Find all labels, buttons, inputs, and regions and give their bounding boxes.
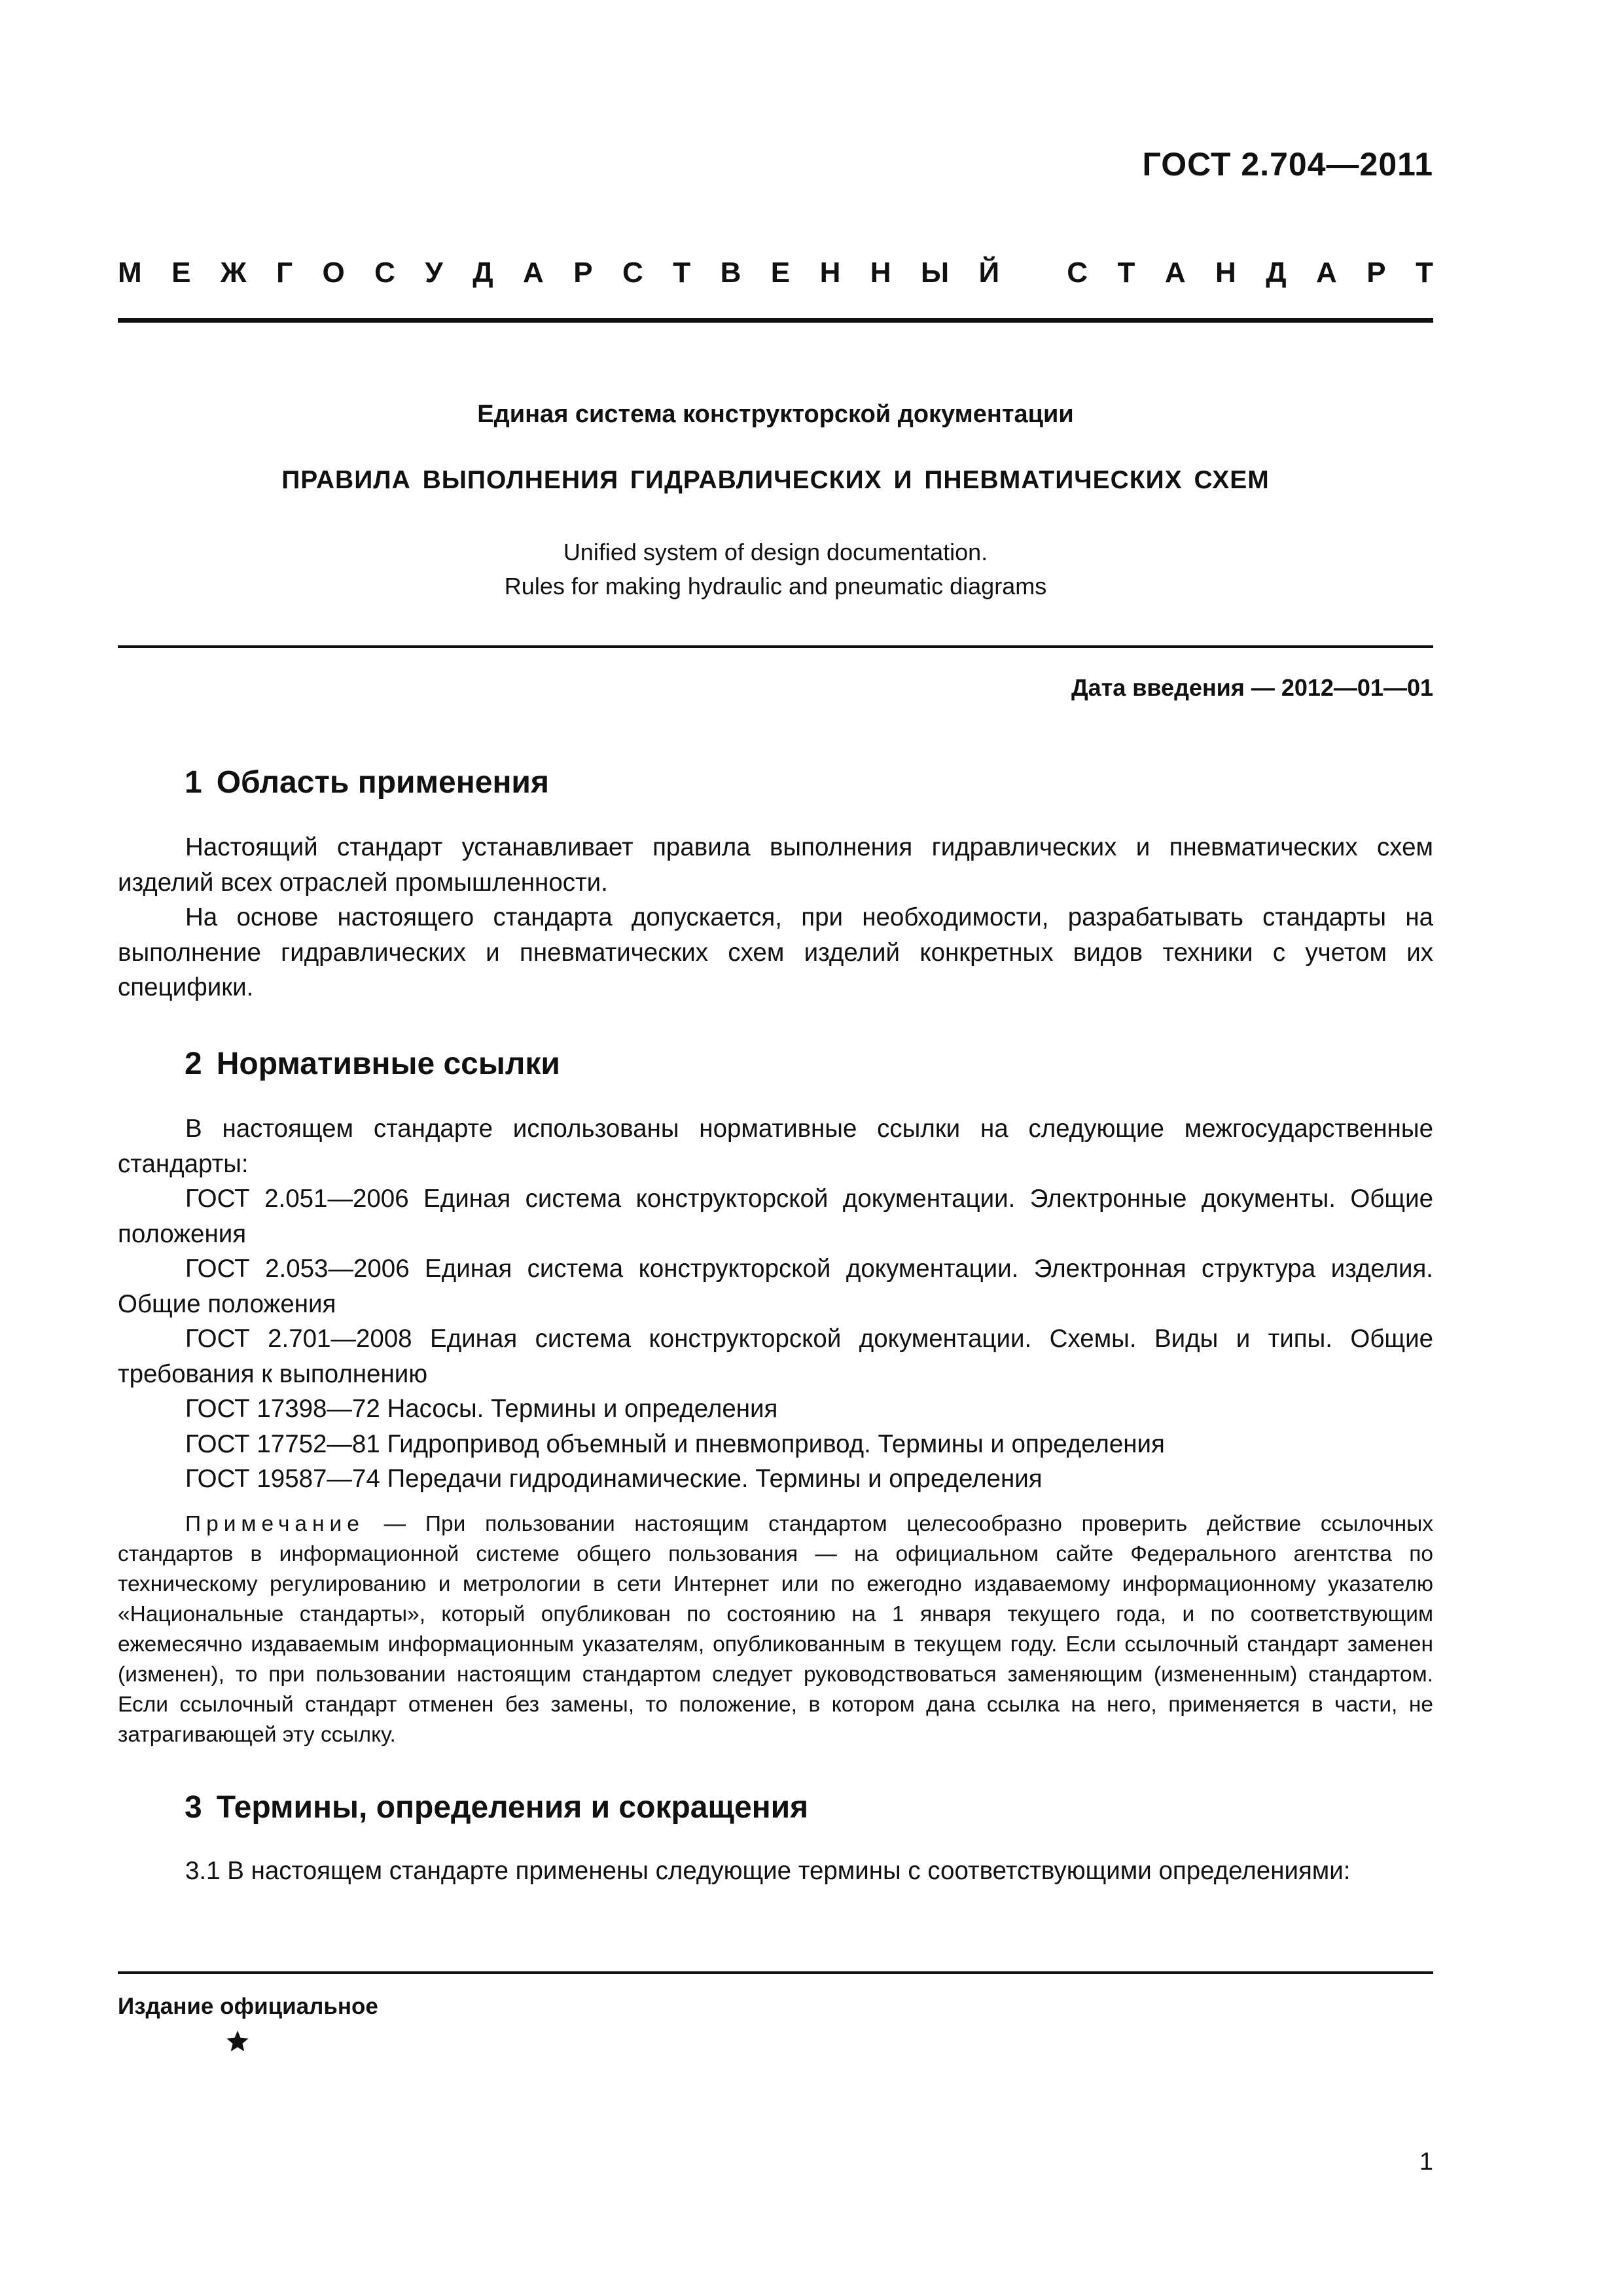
heading-letter (1029, 257, 1037, 289)
section-1-paragraph-2: На основе настоящего стандарта допускается, при необходимости, разрабатывать стандарты на выполнение гидравлических и пневматических схем изделий конкретных видов техники с учетом их специфики. (118, 903, 1433, 1001)
section-1-heading (185, 764, 549, 800)
heading-letter: Ы (921, 257, 950, 289)
section-3-body (118, 1854, 1433, 1889)
page-number: 1 (1419, 2148, 1433, 2176)
black-star-icon (225, 2029, 250, 2054)
heading-letter: С (1067, 257, 1088, 289)
heading-letter: Т (1416, 257, 1433, 289)
heading-letter: Е (770, 257, 791, 289)
heading-letter: С (374, 257, 395, 289)
reference-item: ГОСТ 2.053—2006 Единая система конструкторской документации. Электронная структура изделия. Общие положения (118, 1255, 1433, 1318)
heading-letter: Г (276, 257, 293, 289)
heading-letter: Р (573, 257, 593, 289)
heading-letter: В (720, 257, 741, 289)
heading-letter: Д (473, 257, 493, 289)
heading-letter: Й (978, 257, 1000, 289)
heading-letter: Р (1366, 257, 1386, 289)
introduction-date: Дата введения — 2012—01—01 (1071, 674, 1433, 701)
top-divider (118, 318, 1433, 323)
heading-letter: А (1316, 257, 1337, 289)
heading-letter: Е (171, 257, 191, 289)
note-label: Примечание (185, 1512, 365, 1536)
section-3-title: Термины, определения и сокращения (216, 1790, 809, 1825)
official-edition-label: Издание официальное (118, 1994, 378, 2019)
section-2-title: Нормативные ссылки (216, 1047, 560, 1081)
section-1-number: 1 (185, 765, 202, 800)
reference-item: ГОСТ 17398—72 Насосы. Термины и определения (185, 1395, 778, 1423)
heading-letter: Н (819, 257, 841, 289)
note-text: — При пользовании настоящим стандартом целесообразно проверить действие ссылочных стандартов в информационной системе общего пользования — на официальном сайте Федерального агентства по техническому регулированию и метрологии в сети Интернет или по ежегодно издаваемому информационному указателю «Национальные стандарты», который опубликован по состоянию на 1 января текущего года, и по соответствующим ежемесячно издаваемым информационным указателям, опубликованным в текущем году. Если ссылочный стандарт заменен (изменен), то при пользовании настоящим стандартом следует руководствоваться заменяющим (измененным) стандартом. Если ссылочный стандарт отменен без замены, то положение, в котором дана ссылка на него, применяется в части, не затрагивающей эту ссылку. (118, 1512, 1433, 1747)
footer-divider (118, 1971, 1433, 1974)
reference-item: ГОСТ 19587—74 Передачи гидродинамические. Термины и определения (185, 1465, 1043, 1493)
reference-item: ГОСТ 2.051—2006 Единая система конструкторской документации. Электронные документы. Общие положения (118, 1185, 1433, 1248)
reference-item: ГОСТ 2.701—2008 Единая система конструкторской документации. Схемы. Виды и типы. Общие требования к выполнению (118, 1325, 1433, 1388)
heading-letter: Н (1215, 257, 1236, 289)
english-title (118, 535, 1433, 603)
normative-references (118, 1111, 1433, 1497)
section-1-body (118, 830, 1433, 1005)
section-2-heading (185, 1046, 560, 1082)
section-2-number: 2 (185, 1047, 202, 1081)
heading-letter: С (622, 257, 643, 289)
section-1-title: Область применения (216, 765, 549, 800)
heading-letter: А (523, 257, 544, 289)
heading-letter: Т (1117, 257, 1135, 289)
interstate-standard-heading (118, 257, 1433, 289)
heading-letter: У (425, 257, 443, 289)
english-title-line-2: Rules for making hydraulic and pneumatic diagrams (504, 573, 1047, 600)
references-note (118, 1509, 1433, 1750)
gost-number: ГОСТ 2.704—2011 (1142, 146, 1433, 183)
heading-letter: А (1164, 257, 1186, 289)
heading-letter: Ж (220, 257, 247, 289)
title-divider (118, 645, 1433, 648)
heading-letter: Н (870, 257, 891, 289)
system-title: Единая система конструкторской документации (477, 401, 1074, 428)
section-3-heading (185, 1789, 808, 1825)
heading-letter: Т (673, 257, 691, 289)
heading-letter: О (322, 257, 345, 289)
section-3-number: 3 (185, 1790, 202, 1825)
section-1-paragraph-1: Настоящий стандарт устанавливает правила выполнения гидравлических и пневматических схем изделий всех отраслей промышленности. (118, 833, 1433, 897)
heading-letter: М (118, 257, 142, 289)
section-3-paragraph-1: 3.1 В настоящем стандарте применены следующие термины с соответствующими определениями: (185, 1857, 1351, 1885)
heading-letter: Д (1266, 257, 1287, 289)
reference-item: ГОСТ 17752—81 Гидропривод объемный и пневмопривод. Термины и определения (185, 1429, 1165, 1458)
document-title: ПРАВИЛА ВЫПОЛНЕНИЯ ГИДРАВЛИЧЕСКИХ И ПНЕВМАТИЧЕСКИХ СХЕМ (281, 466, 1270, 494)
references-intro: В настоящем стандарте использованы нормативные ссылки на следующие межгосударственные стандарты: (118, 1115, 1433, 1178)
english-title-line-1: Unified system of design documentation. (563, 539, 988, 565)
